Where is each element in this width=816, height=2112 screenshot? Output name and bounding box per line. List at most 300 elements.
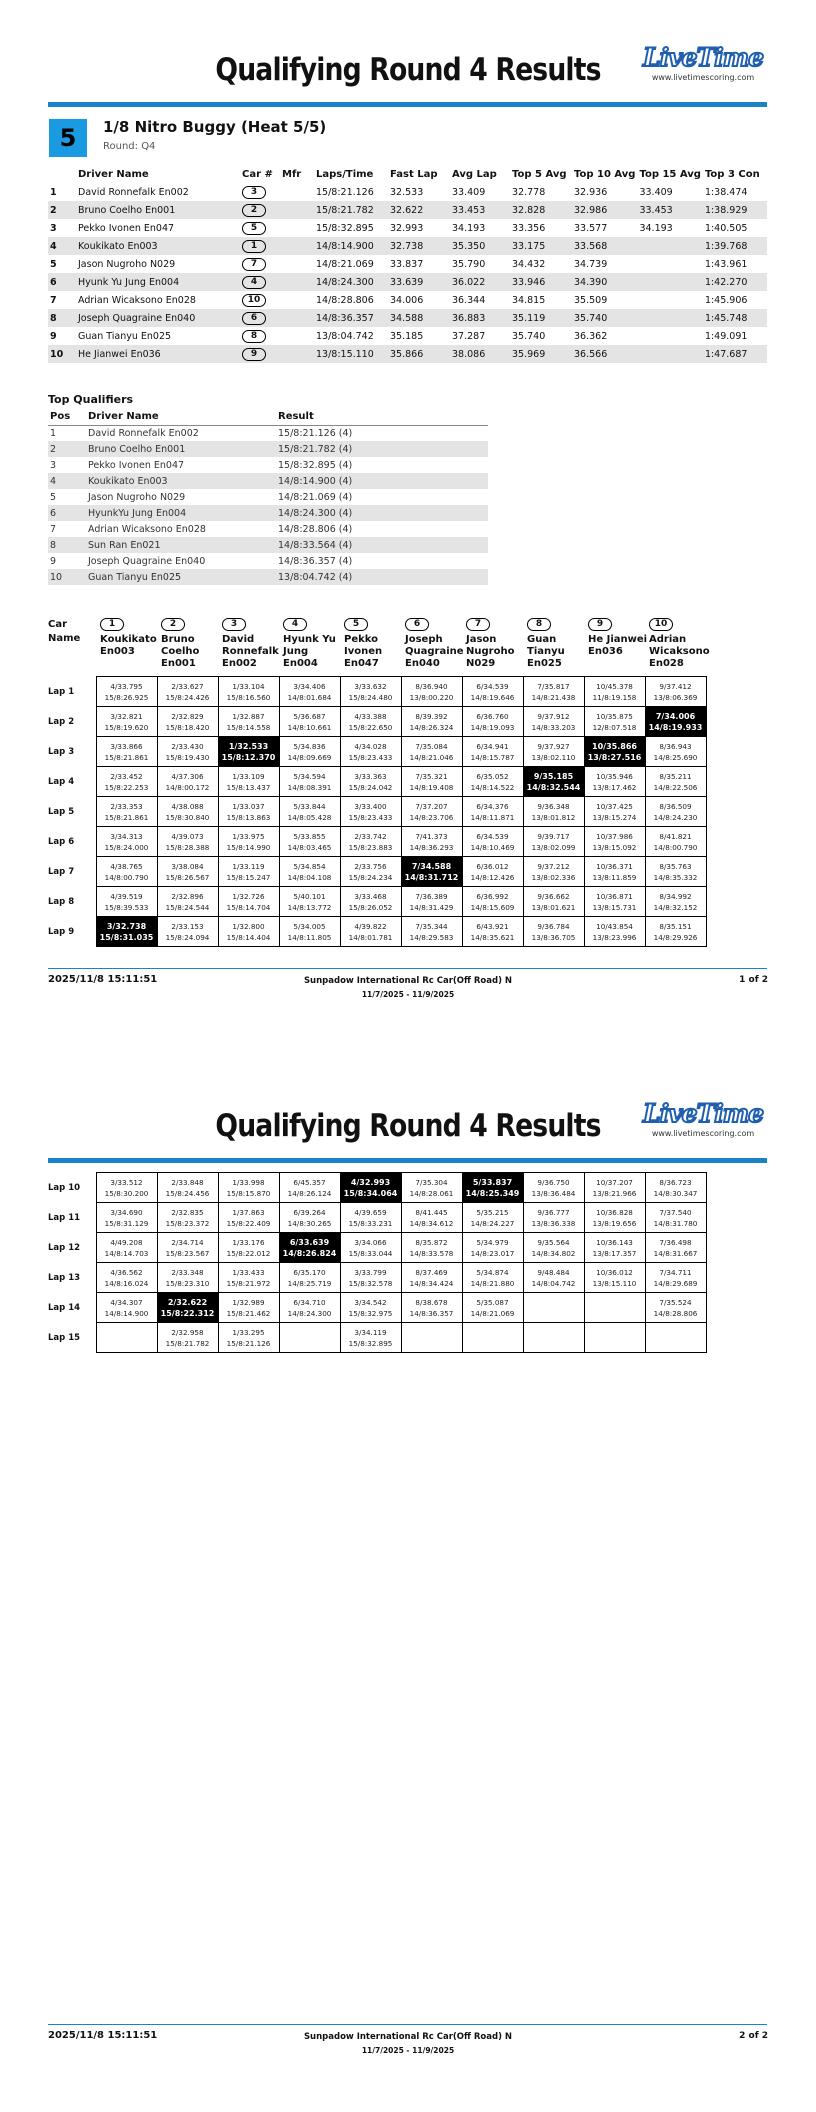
lap-cell [340,677,401,707]
result-driver: Jason Nugroho N029 [78,258,176,270]
lap-cell [401,1293,462,1323]
lap-running-total: 14/8:32.544 [526,782,581,792]
lap-running-total: 13/8:02.099 [531,842,576,852]
result-top5: 32.828 [510,201,572,219]
lap-running-total: 15/8:32.975 [348,1308,393,1318]
lap-position-time: 1/33.176 [232,1237,265,1247]
lap-cell [645,767,706,797]
lap-cell [584,857,645,887]
lap-chart-driver-name: Pekko Ivonen En047 [344,634,383,669]
lap-position-time: 5/34.836 [293,741,326,751]
lap-chart-driver-name: David Ronnefalk En002 [222,634,279,669]
lap-chart-driver-col [161,618,221,670]
lap-cell [340,1263,401,1293]
lap-running-total: 14/8:21.438 [531,692,576,702]
lap-chart-driver-col [527,618,587,670]
lap-position-time: 3/34.066 [354,1237,387,1247]
lap-position-time: 3/33.400 [354,801,387,811]
lap-cell [96,797,157,827]
lap-position-time: 9/36.662 [537,891,570,901]
lap-position-time: 8/41.821 [659,831,692,841]
lap-position-time: 2/32.829 [171,711,204,721]
lap-cell [218,917,279,947]
lap-cell [523,707,584,737]
lap-chart-driver-col [283,618,343,670]
lap-cell [340,827,401,857]
lap-running-total: 14/8:10.661 [287,722,332,732]
result-pos: 5 [50,258,57,270]
tq-driver: Joseph Quagraine En040 [88,555,206,567]
lap-running-total: 15/8:21.972 [226,1278,271,1288]
lap-running-total: 13/8:02.336 [531,872,576,882]
lap-cell [157,737,218,767]
result-car-cell [240,201,280,219]
lap-running-total: 15/8:34.064 [343,1188,398,1198]
result-top15 [637,237,702,255]
tq-row [48,457,488,473]
lap-cell [584,1203,645,1233]
lap-running-total: 14/8:36.357 [409,1308,454,1318]
lap-running-total: 14/8:26.124 [287,1188,332,1198]
heat-number-badge: 5 [49,119,87,157]
lap-running-total: 14/8:34.802 [531,1248,576,1258]
result-fast-lap: 35.185 [390,330,424,342]
lap-running-total: 15/8:33.044 [348,1248,393,1258]
lap-cell [645,857,706,887]
lap-running-total: 15/8:32.895 [348,1338,393,1348]
lap-running-total: 14/8:00.790 [104,872,149,882]
result-top3con: 1:43.961 [704,258,748,270]
lap-position-time: 6/34.539 [476,681,509,691]
lap-running-total: 12/8:07.518 [592,722,637,732]
lap-cell [645,1293,706,1323]
lap-running-total: 14/8:29.689 [653,1278,698,1288]
lap-cell [584,677,645,707]
lap-cell [401,887,462,917]
lap-cell [340,857,401,887]
lap-cell [523,1233,584,1263]
footer-event [0,2031,816,2057]
lap-position-time: 5/36.687 [293,711,326,721]
lap-running-total: 13/8:11.859 [592,872,637,882]
tq-col-result: Result [276,409,488,425]
lap-cell [584,917,645,947]
result-top5: 35.740 [512,330,546,342]
lap-chart-driver-name: Hyunk Yu Jung En004 [283,634,336,669]
lap-running-total: 14/8:33.578 [409,1248,454,1258]
lap-position-time: 1/32.989 [232,1297,265,1307]
top-qualifiers-table [48,409,488,585]
lap-cell [401,1203,462,1233]
lap-label: Lap 14 [48,1302,81,1313]
lap-position-time: 2/33.153 [171,921,204,931]
lap-cell [96,1173,157,1203]
result-driver: Joseph Quagraine En040 [76,309,240,327]
result-driver: He Jianwei En036 [76,345,240,363]
lap-position-time: 3/33.799 [354,1267,387,1277]
lap-position-time: 7/37.540 [659,1207,692,1217]
tq-pos: 1 [50,427,57,439]
results-row [48,255,767,273]
col-mfr: Mfr [282,169,302,180]
results-body [48,183,767,363]
result-fast-lap: 35.866 [388,345,450,363]
lap-position-time: 9/36.750 [537,1177,570,1187]
result-driver: Hyunk Yu Jung En004 [76,273,240,291]
lap-chart-driver-col [466,618,526,670]
tq-driver: Pekko Ivonen En047 [88,459,185,471]
lap-cell [645,1263,706,1293]
lap-position-time: 3/33.468 [354,891,387,901]
lap-running-total: 15/8:26.567 [165,872,210,882]
lap-running-total: 15/8:24.042 [348,782,393,792]
result-top10: 33.577 [574,222,608,234]
lap-position-time: 1/32.887 [232,711,265,721]
lap-running-total: 13/8:00.220 [409,692,454,702]
lap-cell [218,797,279,827]
lap-cell [645,1203,706,1233]
lap-cell [218,707,279,737]
lap-position-time: 5/34.005 [293,921,326,931]
lap-running-total: 14/8:31.780 [653,1218,698,1228]
lap-position-time: 10/36.012 [596,1267,633,1277]
lap-position-time: 6/36.992 [476,891,509,901]
lap-cell [96,707,157,737]
car-number-badge: 9 [242,348,266,361]
result-avg-lap: 36.344 [452,294,486,306]
header-rule [48,102,767,107]
lap-cell [157,707,218,737]
lap-running-total: 15/8:21.126 [226,1338,271,1348]
result-driver: Bruno Coelho En001 [76,201,240,219]
results-row [48,201,767,219]
result-fast-lap: 34.006 [390,294,424,306]
lap-position-time: 7/36.389 [415,891,448,901]
lap-cell [218,857,279,887]
lap-position-time: 9/37.212 [537,861,570,871]
lap-label: Lap 10 [48,1182,81,1193]
tq-row [48,537,488,553]
lap-row [48,1203,706,1233]
lap-running-total: 15/8:21.462 [226,1308,271,1318]
result-mfr [280,255,314,273]
col-pos [48,166,76,183]
result-laps-time: 15/8:21.782 [314,201,388,219]
lap-position-time: 8/39.392 [415,711,448,721]
lap-running-total: 14/8:30.347 [653,1188,698,1198]
result-mfr [280,273,314,291]
lap-position-time: 1/32.533 [228,741,269,751]
footer-event-name: Sunpadow International Rc Car(Off Road) N [303,976,513,986]
page-title: Qualifying Round 4 Results [215,52,601,88]
footer-date: 2025/11/8 15:11:51 [48,2030,158,2041]
lap-position-time: 7/35.524 [659,1297,692,1307]
lap-position-time: 1/37.863 [232,1207,265,1217]
lap-running-total: 14/8:34.424 [409,1278,454,1288]
lap-cell [96,857,157,887]
lap-chart-driver-name: Jason Nugroho N029 [466,634,515,669]
lap-running-total: 14/8:24.227 [470,1218,515,1228]
lap-position-time: 4/33.795 [110,681,143,691]
lap-running-total: 14/8:24.230 [653,812,698,822]
lap-cell [279,827,340,857]
car-number-badge: 1 [100,618,124,631]
lap-position-time: 10/45.378 [596,681,633,691]
livetime-logo [628,44,778,82]
result-pos: 1 [50,186,57,198]
lap-cell [218,827,279,857]
lap-position-time: 6/36.012 [476,861,509,871]
lap-position-time: 9/36.348 [537,801,570,811]
lap-running-total: 15/8:19.620 [104,722,149,732]
tq-result: 13/8:04.742 (4) [276,569,488,585]
lap-running-total: 13/8:15.731 [592,902,637,912]
lap-cell [96,737,157,767]
result-top3con: 1:45.906 [704,294,748,306]
result-pos: 10 [48,345,76,363]
lap-label: Lap 2 [48,716,75,727]
lap-position-time: 1/33.109 [232,771,265,781]
lap-position-time: 4/37.306 [171,771,204,781]
lap-position-time: 3/33.632 [354,681,387,691]
tq-driver: HyunkYu Jung En004 [86,505,276,521]
lap-cell [401,737,462,767]
tq-pos: 8 [48,537,86,553]
lap-cell [645,1323,706,1353]
lap-chart-page1 [48,676,707,947]
lap-running-total: 14/8:28.061 [409,1188,454,1198]
lap-cell-fastest [218,737,279,767]
lap-running-total: 15/8:39.533 [104,902,149,912]
lap-running-total: 14/8:28.806 [653,1308,698,1318]
lap-position-time: 7/37.207 [415,801,448,811]
lap-position-time: 2/33.452 [110,771,143,781]
lap-running-total: 14/8:22.506 [653,782,698,792]
lap-position-time: 4/39.073 [171,831,204,841]
car-number-badge: 7 [466,618,490,631]
lap-position-time: 4/39.659 [354,1207,387,1217]
results-row [48,183,767,201]
lap-running-total: 15/8:24.094 [165,932,210,942]
result-top10: 35.509 [574,294,608,306]
lap-row [48,677,706,707]
lap-row [48,707,706,737]
lap-position-time: 10/37.207 [596,1177,633,1187]
result-car-cell [240,291,280,309]
lap-position-time: 6/39.264 [293,1207,326,1217]
lap-cell [279,677,340,707]
tq-pos: 10 [48,569,86,585]
lap-running-total: 15/8:14.704 [226,902,271,912]
lap-position-time: 2/33.348 [171,1267,204,1277]
lap-cell [523,1263,584,1293]
lap-running-total: 13/8:36.484 [531,1188,576,1198]
result-pos: 3 [50,222,57,234]
lap-position-time: 3/34.119 [354,1327,387,1337]
lap-cell [279,737,340,767]
lap-running-total: 13/8:01.812 [531,812,576,822]
lap-cell [462,707,523,737]
lap-cell [218,767,279,797]
lap-label: Lap 9 [48,926,75,937]
lap-position-time: 10/37.986 [596,831,633,841]
tq-driver: Adrian Wicaksono En028 [88,523,206,535]
lap-running-total: 15/8:26.052 [348,902,393,912]
lap-cell [218,1293,279,1323]
lap-position-time: 2/33.756 [354,861,387,871]
lap-running-total: 15/8:32.578 [348,1278,393,1288]
lap-cell [584,1233,645,1263]
lap-chart-driver-col [405,618,465,670]
lap-cell [96,1233,157,1263]
car-number-badge: 4 [242,276,266,289]
lap-cell [340,1293,401,1323]
logo-mark: LiveTime [643,43,763,72]
lap-running-total: 15/8:21.861 [104,812,149,822]
lap-position-time: 9/37.912 [537,711,570,721]
lap-cell [157,887,218,917]
lap-cell-fastest [279,1233,340,1263]
lap-running-total: 15/8:31.035 [99,932,154,942]
result-top3con: 1:38.929 [703,201,767,219]
result-top10: 35.740 [572,309,637,327]
lap-chart-driver-name: Guan Tianyu En025 [527,634,565,669]
lap-running-total: 13/8:15.274 [592,812,637,822]
tq-pos: 2 [48,441,86,457]
lap-position-time: 6/34.539 [476,831,509,841]
lap-position-time: 2/33.353 [110,801,143,811]
lap-cell [401,1233,462,1263]
lap-position-time: 1/33.433 [232,1267,265,1277]
lap-row [48,797,706,827]
lap-running-total: 14/8:14.900 [104,1308,149,1318]
lap-chart-driver-col [222,618,282,670]
lap-cell [401,1263,462,1293]
col-car: Car # [242,169,273,180]
car-number-badge: 1 [242,240,266,253]
lap-running-total: 14/8:26.824 [282,1248,337,1258]
lap-label: Lap 3 [48,746,75,757]
footer-page-number: 1 of 2 [739,975,768,985]
lap-running-total: 14/8:11.871 [470,812,515,822]
lap-position-time: 10/35.875 [596,711,633,721]
lap-cell [523,677,584,707]
lap-position-time: 5/35.087 [476,1297,509,1307]
lap-cell [523,827,584,857]
lap-running-total: 14/8:31.429 [409,902,454,912]
lap-cell [401,707,462,737]
result-top10: 32.936 [574,186,608,198]
lap-cell [279,917,340,947]
lap-running-total: 14/8:01.684 [287,692,332,702]
header-rule [48,1158,767,1163]
lap-running-total: 15/8:23.433 [348,812,393,822]
result-avg-lap: 33.453 [450,201,510,219]
tq-pos: 6 [48,505,86,521]
lap-running-total: 15/8:23.567 [165,1248,210,1258]
tq-pos: 4 [48,473,86,489]
lap-cell [340,767,401,797]
lap-position-time: 6/33.639 [289,1237,330,1247]
result-top15: 33.453 [637,201,702,219]
lap-running-total: 13/8:21.966 [592,1188,637,1198]
lap-running-total: 14/8:13.772 [287,902,332,912]
lap-chart-driver-col [100,618,160,658]
lap-cell [523,1293,584,1323]
lap-label: Lap 12 [48,1242,81,1253]
result-top10: 34.739 [574,258,608,270]
lap-cell [401,677,462,707]
lap-position-time: 7/36.498 [659,1237,692,1247]
lap-running-total: 13/8:01.621 [531,902,576,912]
lap-running-total: 15/8:30.200 [104,1188,149,1198]
tq-pos: 7 [50,523,57,535]
lap-position-time: 4/34.307 [110,1297,143,1307]
lap-position-time: 3/33.512 [110,1177,143,1187]
lap-position-time: 10/35.866 [592,741,637,751]
lap-running-total: 15/8:18.420 [165,722,210,732]
lap-position-time: 4/38.088 [171,801,204,811]
lap-running-total: 13/8:17.357 [592,1248,637,1258]
lap-running-total: 14/8:25.719 [287,1278,332,1288]
lap-position-time: 2/32.622 [167,1297,208,1307]
lap-cell [462,917,523,947]
lap-position-time: 5/40.101 [293,891,326,901]
lap-chart-driver-name: Koukikato En003 [100,634,157,657]
lap-position-time: 9/48.484 [537,1267,570,1277]
lap-position-time: 10/36.871 [596,891,633,901]
lap-position-time: 8/41.445 [415,1207,448,1217]
lap-running-total: 15/8:21.861 [104,752,149,762]
lap-running-total: 15/8:19.430 [165,752,210,762]
heat-round: Round: Q4 [103,141,156,152]
result-top3con: 1:42.270 [703,273,767,291]
result-top15 [637,345,702,363]
tq-result: 15/8:32.895 (4) [278,459,353,471]
lap-cell [340,707,401,737]
lap-running-total: 15/8:28.388 [165,842,210,852]
lap-cell [523,1323,584,1353]
result-mfr [280,183,314,201]
car-number-badge: 3 [222,618,246,631]
lap-position-time: 9/36.777 [537,1207,570,1217]
car-number-badge: 4 [283,618,307,631]
result-top5: 34.432 [512,258,546,270]
lap-row [48,1173,706,1203]
lap-position-time: 5/34.874 [476,1267,509,1277]
lap-position-time: 4/36.562 [110,1267,143,1277]
lap-position-time: 10/36.143 [596,1237,633,1247]
lap-position-time: 9/39.717 [537,831,570,841]
lap-cell [96,1263,157,1293]
lap-cell [462,1203,523,1233]
lap-cell [96,677,157,707]
lap-running-total: 14/8:21.046 [409,752,454,762]
lap-position-time: 6/34.941 [476,741,509,751]
lap-position-time: 3/33.363 [354,771,387,781]
col-top3con: Top 3 Con [704,169,760,180]
result-top5: 33.356 [512,222,546,234]
lap-cell [96,1323,157,1353]
result-avg-lap: 38.086 [450,345,510,363]
result-top5: 33.175 [510,237,572,255]
lap-position-time: 3/38.084 [171,861,204,871]
col-laps: Laps/Time [316,169,374,180]
lap-position-time: 1/32.726 [232,891,265,901]
lap-position-time: 4/49.208 [110,1237,143,1247]
lap-row [48,917,706,947]
lap-running-total: 14/8:19.408 [409,782,454,792]
